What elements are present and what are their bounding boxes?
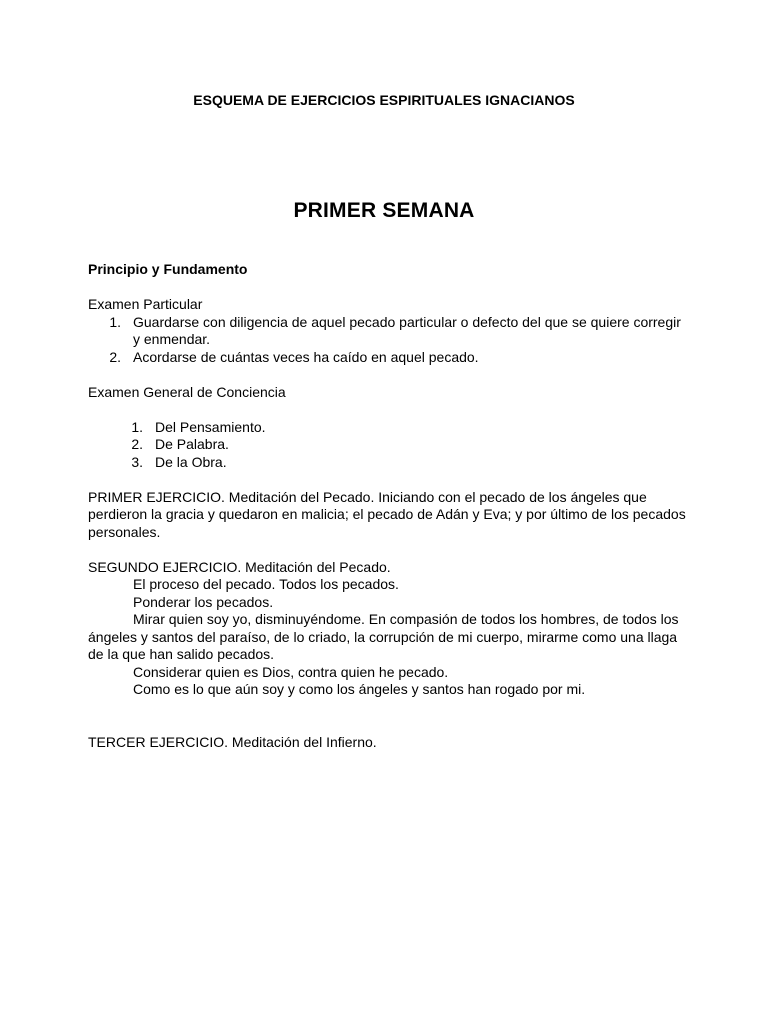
segundo-ejercicio-line: Ponderar los pecados. (133, 593, 274, 610)
list-item-text: Acordarse de cuántas veces ha caído en aquel pecado. (133, 348, 479, 365)
tercer-ejercicio-paragraph: TERCER EJERCICIO. Meditación del Infierno. (88, 733, 377, 750)
segundo-ejercicio-paragraph: Mirar quien soy yo, disminuyéndome. En compasión de todos los hombres, de todos los ángeles y santos del paraíso, de lo criado, la corrupción de mi cuerpo, mirarme como una llaga de la que han salido pecados. (88, 611, 679, 662)
section-title: PRIMER SEMANA (293, 199, 475, 222)
primer-ejercicio-paragraph: PRIMER EJERCICIO. Meditación del Pecado. Iniciando con el pecado de los ángeles que perdieron la gracia y quedaron en malicia; el pecado de Adán y Eva; y por último de los pecados personales. (88, 488, 686, 540)
document-body (88, 261, 688, 751)
list-item (88, 349, 688, 367)
list-item-number: 2. (131, 436, 143, 452)
examen-general-list (88, 419, 688, 472)
segundo-ejercicio-title: SEGUNDO EJERCICIO. Meditación del Pecado. (88, 558, 391, 575)
segundo-ejercicio-line: Considerar quien es Dios, contra quien he pecado. (133, 663, 449, 680)
list-item-text: Guardarse con diligencia de aquel pecado particular o defecto del que se quiere corregir y enmendar. (133, 313, 681, 347)
list-item-text: De la Obra. (155, 453, 227, 470)
list-item-number: 1. (131, 418, 143, 435)
principle-heading: Principio y Fundamento (88, 261, 248, 277)
segundo-ejercicio-line: El proceso del pecado. Todos los pecados. (133, 576, 399, 592)
segundo-ejercicio-line: Como es lo que aún soy y como los ángeles y santos han rogado por mi. (133, 681, 586, 697)
list-item-text: De Palabra. (155, 436, 229, 452)
list-item-text: Del Pensamiento. (155, 418, 266, 435)
list-item-number: 2. (109, 348, 121, 365)
list-item-number: 1. (109, 313, 121, 330)
examen-general-title: Examen General de Conciencia (88, 383, 286, 400)
list-item (88, 436, 688, 454)
document-header: ESQUEMA DE EJERCICIOS ESPIRITUALES IGNACIANOS (193, 92, 575, 108)
list-item (88, 314, 688, 349)
list-item (88, 419, 688, 437)
list-item (88, 454, 688, 472)
examen-particular-list (88, 314, 688, 367)
examen-particular-title: Examen Particular (88, 296, 203, 312)
list-item-number: 3. (131, 453, 143, 470)
